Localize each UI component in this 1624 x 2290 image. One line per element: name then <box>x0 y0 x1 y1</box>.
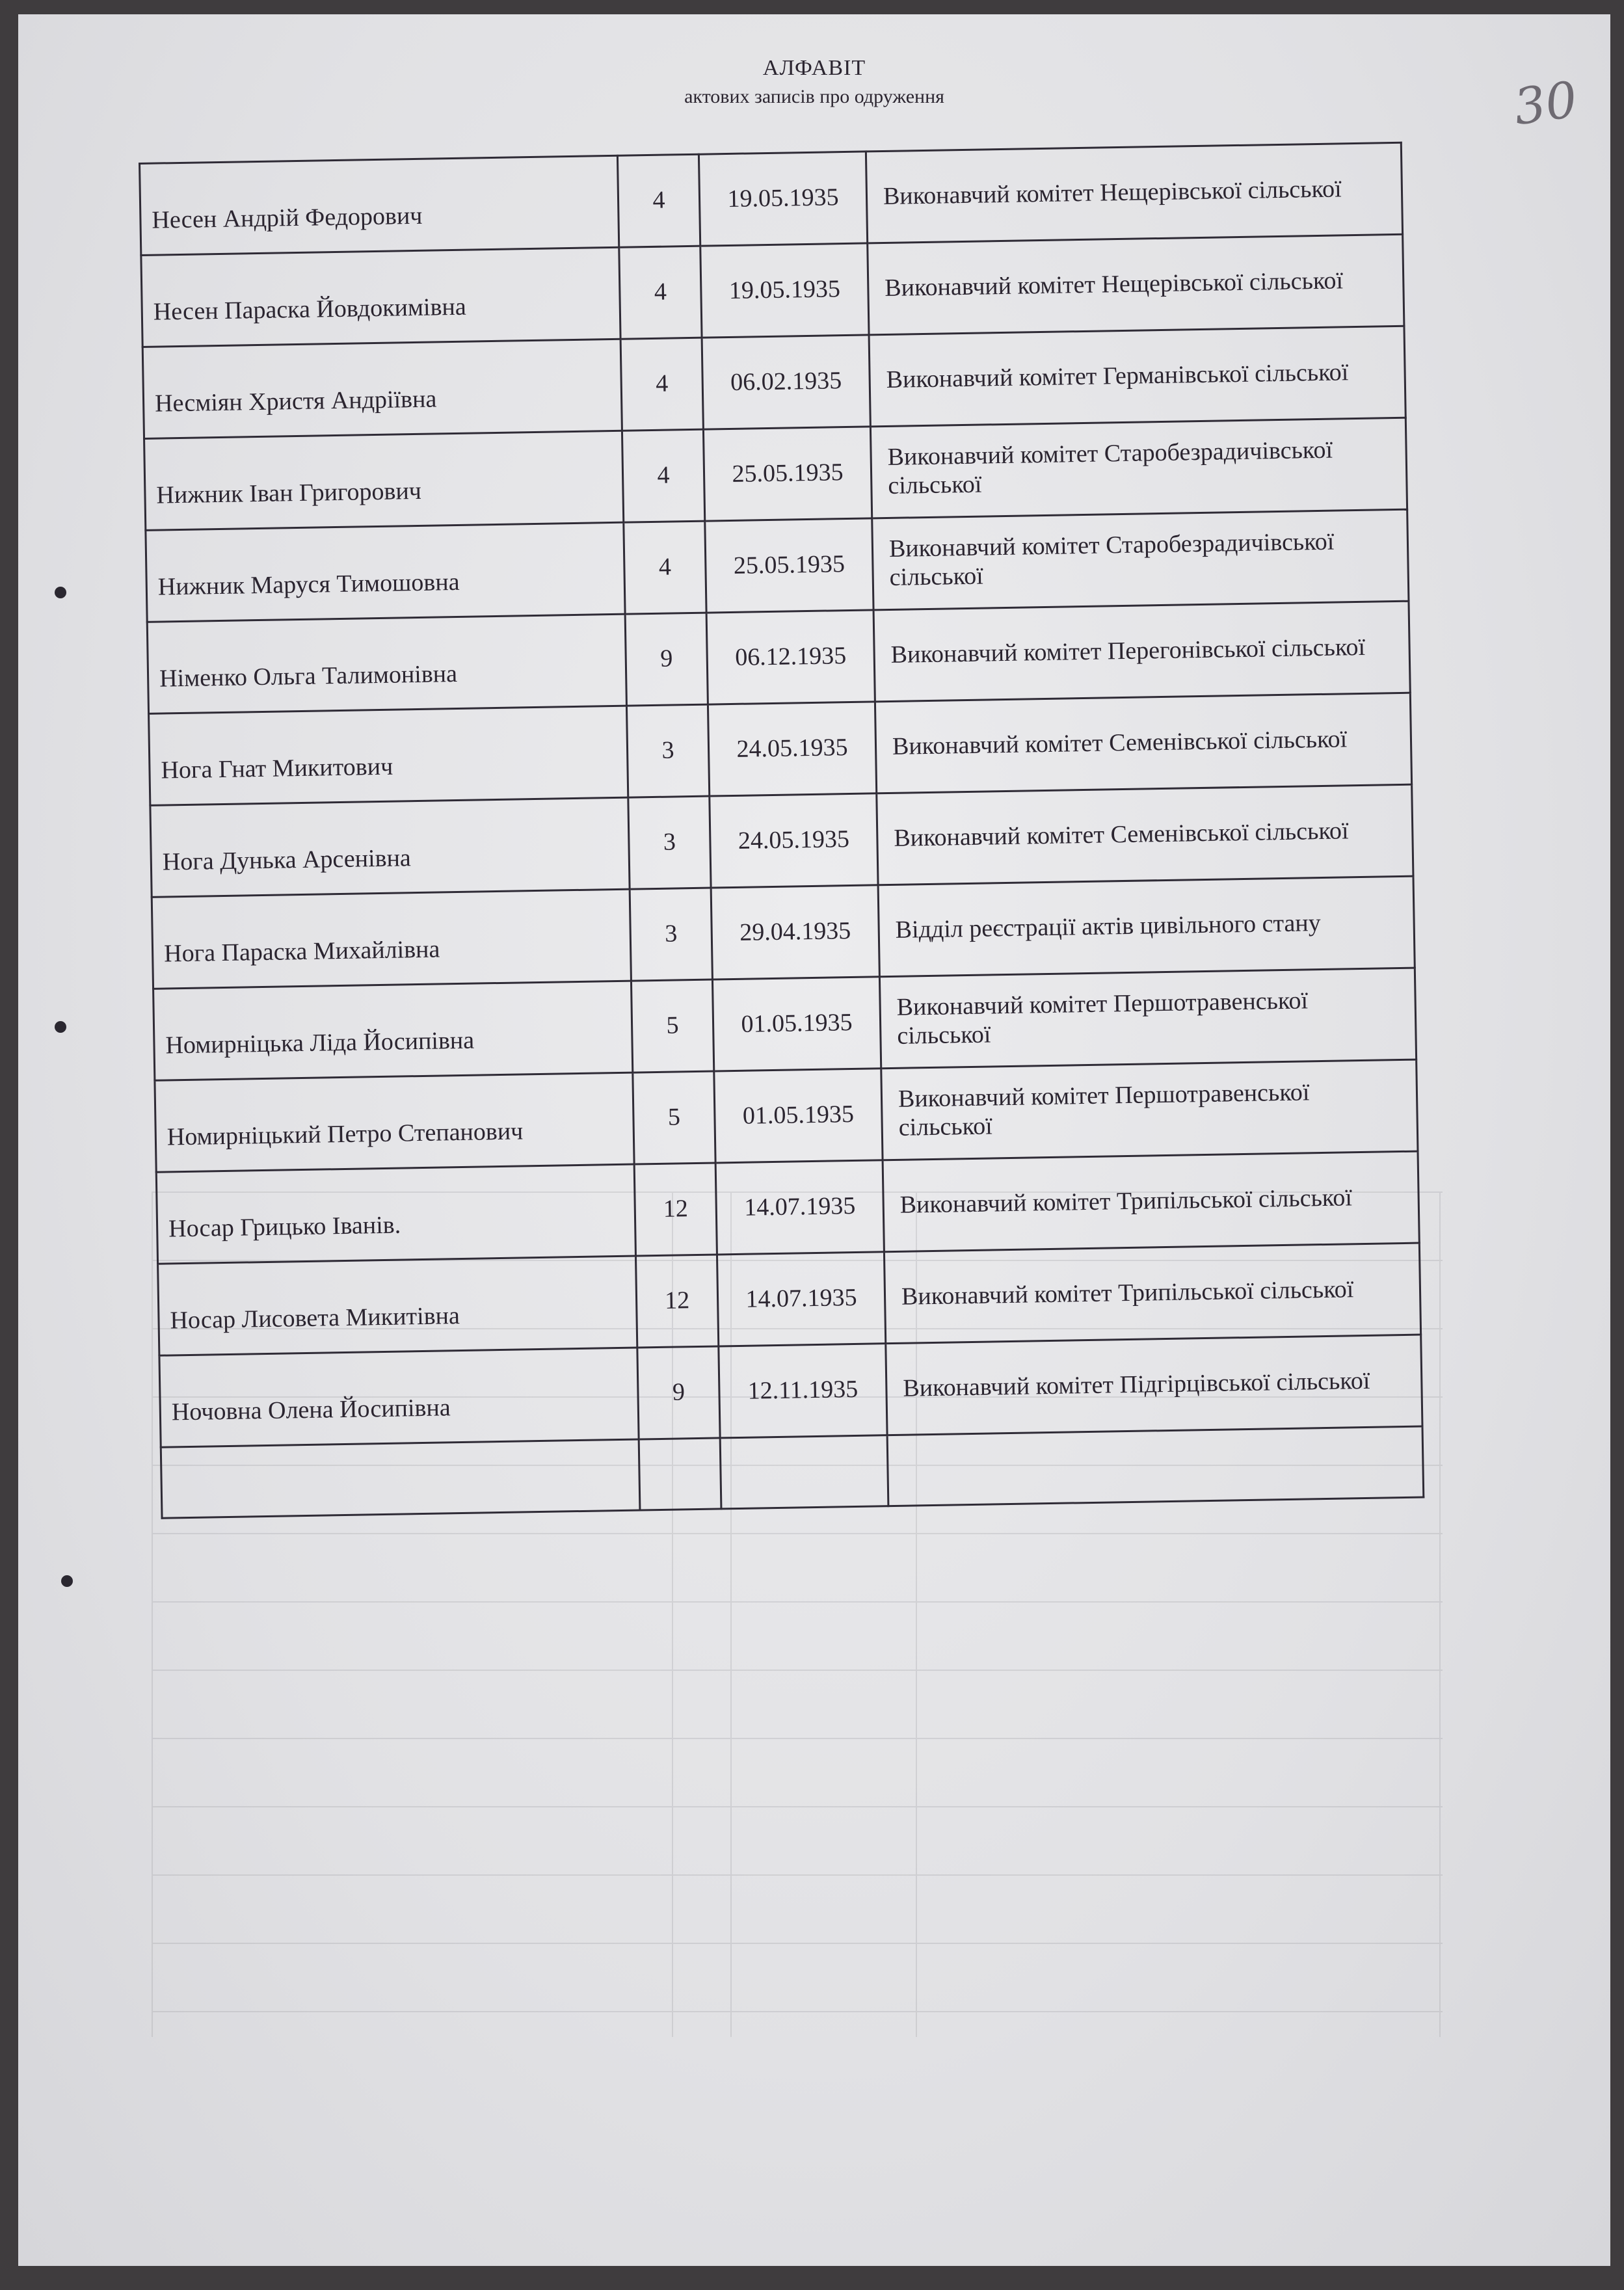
record-name: Носар Лисовета Микитівна <box>158 1256 637 1355</box>
record-date: 06.02.1935 <box>702 335 870 429</box>
record-office: Виконавчий комітет Старобезрадичівської сільської <box>872 509 1409 610</box>
document-subtitle: актових записів про одруження <box>684 86 944 107</box>
record-office: Виконавчий комітет Трипільської сільської <box>884 1243 1420 1344</box>
empty-cell <box>720 1435 888 1509</box>
record-number: 3 <box>626 704 709 797</box>
record-name: Несміян Христя Андріївна <box>142 339 622 438</box>
record-number: 12 <box>635 1255 718 1348</box>
document-title: АЛФАВІТ <box>762 56 866 80</box>
record-number: 9 <box>637 1346 720 1439</box>
record-number: 4 <box>622 429 704 522</box>
record-name: Несен Параска Йовдокимівна <box>141 247 620 347</box>
marriage-records-table <box>139 142 1424 1519</box>
record-number: 4 <box>624 521 706 614</box>
handwritten-page-number: 30 <box>1510 70 1581 137</box>
record-name: Нижник Іван Григорович <box>144 431 624 530</box>
record-name: Нога Гнат Микитович <box>149 706 628 805</box>
record-number: 3 <box>630 888 712 981</box>
record-office: Виконавчий комітет Германівської сільської <box>869 326 1405 427</box>
record-office: Відділ реєстрації актів цивільного стану <box>878 876 1415 977</box>
record-name: Німенко Ольга Талимонівна <box>147 614 626 713</box>
record-office: Виконавчий комітет Старобезрадичівської сільської <box>870 418 1407 518</box>
record-office: Виконавчий комітет Семенівської сільської <box>875 693 1411 793</box>
empty-cell <box>639 1438 721 1510</box>
record-number: 4 <box>619 246 702 339</box>
record-office: Виконавчий комітет Першотравенської сільської <box>879 968 1416 1069</box>
record-date: 14.07.1935 <box>717 1252 885 1346</box>
punch-hole <box>61 1575 73 1587</box>
record-office: Виконавчий комітет Нещерівської сільської <box>866 142 1402 243</box>
record-date: 19.05.1935 <box>699 152 867 246</box>
record-office: Виконавчий комітет Першотравенської сільської <box>881 1059 1418 1160</box>
punch-hole <box>55 587 66 598</box>
empty-cell <box>161 1439 640 1518</box>
document-page <box>18 14 1610 2266</box>
record-date: 12.11.1935 <box>719 1344 887 1438</box>
record-name: Номирніцька Ліда Йосипівна <box>153 981 633 1080</box>
record-office: Виконавчий комітет Перегонівської сільської <box>873 601 1410 702</box>
punch-hole <box>55 1021 66 1033</box>
record-name: Носар Грицько Іванів. <box>156 1164 635 1264</box>
record-date: 29.04.1935 <box>711 885 879 979</box>
record-name: Несен Андрій Федорович <box>140 155 619 255</box>
empty-cell <box>887 1426 1424 1506</box>
record-number: 4 <box>620 338 703 431</box>
record-date: 14.07.1935 <box>715 1160 884 1255</box>
record-name: Нога Параска Михайлівна <box>152 889 631 989</box>
record-office: Виконавчий комітет Семенівської сільської <box>877 784 1413 885</box>
record-date: 25.05.1935 <box>705 518 873 613</box>
record-office: Виконавчий комітет Нещерівської сільської <box>868 234 1404 335</box>
record-number: 5 <box>631 979 713 1072</box>
record-date: 01.05.1935 <box>712 977 881 1071</box>
record-name: Ночовна Олена Йосипівна <box>159 1348 639 1447</box>
record-name: Нога Дунька Арсенівна <box>150 797 630 897</box>
record-number: 4 <box>617 154 700 247</box>
record-date: 25.05.1935 <box>703 427 872 521</box>
record-date: 06.12.1935 <box>706 610 875 704</box>
record-office: Виконавчий комітет Підгірцівської сільської <box>886 1335 1422 1435</box>
record-number: 3 <box>628 796 711 889</box>
record-date: 01.05.1935 <box>714 1069 883 1163</box>
record-number: 9 <box>625 613 708 706</box>
record-date: 24.05.1935 <box>708 702 876 796</box>
record-office: Виконавчий комітет Трипільської сільської <box>883 1151 1419 1252</box>
record-date: 24.05.1935 <box>710 793 878 888</box>
record-number: 12 <box>634 1163 717 1256</box>
record-date: 19.05.1935 <box>700 243 869 338</box>
record-name: Нижник Маруся Тимошовна <box>146 522 625 622</box>
record-number: 5 <box>633 1071 715 1164</box>
record-name: Номирніцький Петро Степанович <box>155 1072 634 1172</box>
